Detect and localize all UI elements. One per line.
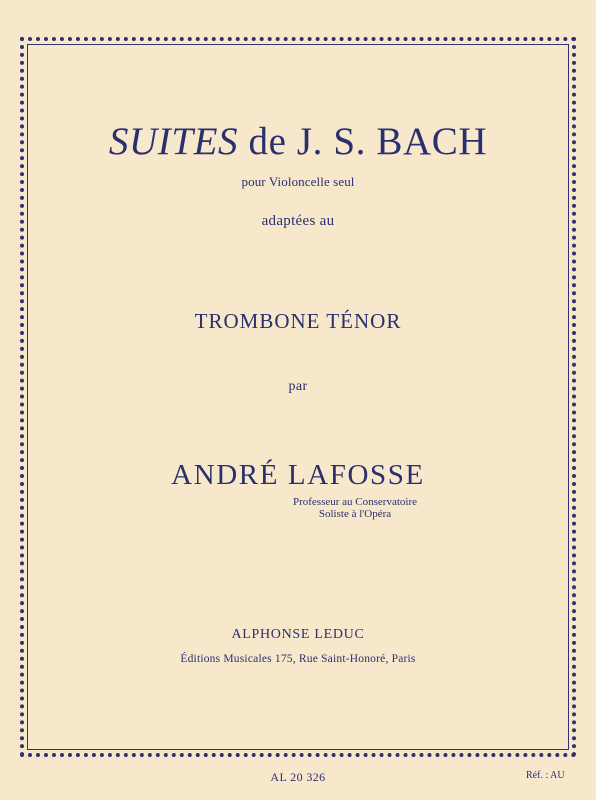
publisher-name: ALPHONSE LEDUC bbox=[231, 627, 365, 642]
arranger-role-professor: Professeur au Conservatoire bbox=[292, 496, 418, 508]
instrument-name: TROMBONE TÉNOR bbox=[194, 309, 402, 333]
by-label: par bbox=[288, 379, 308, 394]
publisher-address: Éditions Musicales 175, Rue Saint-Honoré, Paris bbox=[180, 653, 416, 665]
arranger-role-soloist: Soliste à l'Opéra bbox=[318, 508, 392, 520]
title-suites: SUITES bbox=[108, 120, 239, 163]
reference-code: Réf. : AU bbox=[526, 770, 565, 781]
cover-subtitle: pour Violoncelle seul bbox=[241, 174, 355, 189]
arranger-name: ANDRÉ LAFOSSE bbox=[171, 459, 425, 491]
catalog-number: AL 20 326 bbox=[270, 770, 326, 784]
cover-title bbox=[0, 122, 596, 161]
title-composer: de J. S. BACH bbox=[238, 120, 488, 163]
adaptation-note: adaptées au bbox=[261, 213, 335, 229]
